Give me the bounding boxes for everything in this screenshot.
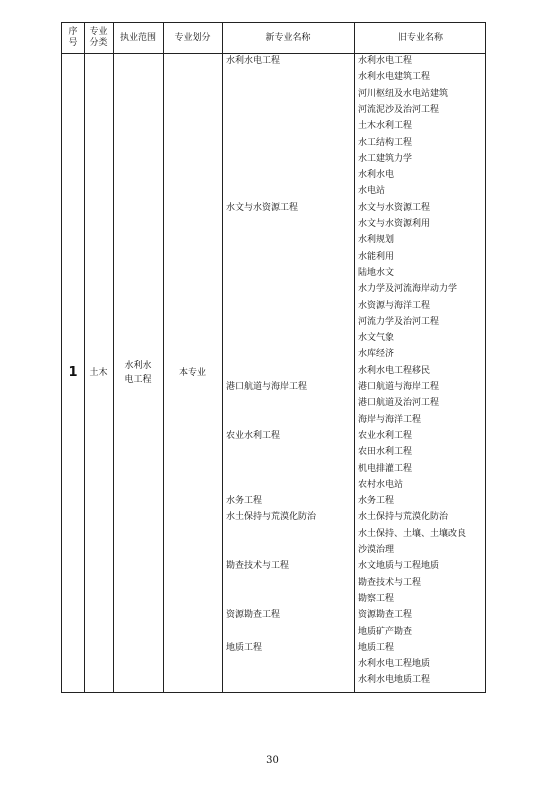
old-major-item: 水库经济 [358,349,395,360]
old-major-item: 水利水电工程地质 [358,659,431,670]
old-major-item: 水能利用 [358,251,395,262]
row-seq-cell [62,53,84,692]
row-seq: 1 [68,364,78,380]
old-major-item: 地质工程 [358,642,395,653]
old-major-item: 水文与水资源利用 [358,219,431,229]
old-major-item: 陆地水文 [358,267,395,278]
new-major-column [222,53,354,692]
old-major-item: 海岸与海洋工程 [358,414,422,425]
old-major-item: 水工结构工程 [358,137,413,148]
header-new-major-label: 新专业名称 [265,32,311,43]
header-old-major-label: 旧专业名称 [397,32,443,43]
old-major-item: 农村水电站 [358,479,404,490]
old-major-item: 资源勘查工程 [358,610,413,621]
old-major-item: 水务工程 [358,496,395,507]
new-major-item: 港口航道与海岸工程 [226,382,308,392]
old-major-item: 农田水利工程 [358,447,413,458]
old-major-item: 水工建筑力学 [358,153,413,164]
header-old-major [354,23,487,53]
old-major-item: 地质矿产勘查 [358,626,413,637]
old-major-item: 港口航道及治河工程 [358,398,440,409]
row-category-cell [84,53,113,692]
old-major-item: 水利水电工程 [358,56,413,66]
old-major-item: 河川枢纽及水电站建筑 [358,88,449,99]
row-division: 本专业 [178,367,206,378]
row-scope: 水利水电工程 [124,360,152,385]
old-major-item: 农业水利工程 [358,430,413,441]
header-division-label: 专业划分 [174,32,211,43]
old-major-item: 水利水电 [358,170,395,181]
header-category [84,23,113,53]
old-major-item: 港口航道与海岸工程 [358,382,440,392]
old-major-item: 河流力学及治河工程 [358,316,440,327]
new-major-item: 水务工程 [226,496,263,507]
new-major-item: 地质工程 [226,642,263,653]
new-major-item: 水利水电工程 [226,56,281,66]
old-major-item: 水土保持与荒漠化防治 [358,512,449,523]
old-major-item: 水文地质与工程地质 [358,561,440,572]
old-major-item: 水资源与海洋工程 [358,300,431,311]
header-seq-label: 序号 [68,27,78,48]
old-major-item: 机电排灌工程 [358,463,413,474]
header-scope-label: 执业范围 [119,32,156,43]
old-major-item: 勘查技术与工程 [358,577,422,588]
old-major-item: 水利水电建筑工程 [358,72,431,83]
new-major-item: 资源勘查工程 [226,610,281,621]
header-division [163,23,222,53]
old-major-item: 水文与水资源工程 [358,202,431,213]
old-major-item: 水文气象 [358,333,395,344]
old-major-column [354,53,487,692]
header-seq [62,23,84,53]
old-major-item: 水利规划 [358,235,395,246]
header-category-label: 专业分类 [89,27,108,48]
old-major-item: 河流泥沙及治河工程 [358,104,440,115]
header-new-major [222,23,354,53]
old-major-item: 土木水利工程 [358,121,413,132]
old-major-item: 水电站 [358,186,386,197]
majors-table [61,22,486,693]
old-major-item: 水土保持、土壤、土壤改良 [358,528,467,539]
header-scope [113,23,163,53]
new-major-item: 勘查技术与工程 [226,561,290,572]
old-major-item: 水力学及河流海岸动力学 [358,284,458,295]
old-major-item: 水利水电工程移民 [358,365,431,376]
new-major-item: 农业水利工程 [226,430,281,441]
old-major-item: 沙漠治理 [358,545,395,555]
new-major-item: 水文与水资源工程 [226,202,299,213]
page-number: 30 [266,755,279,766]
old-major-item: 水利水电地质工程 [358,675,431,686]
old-major-item: 勘察工程 [358,593,395,604]
row-category: 土木 [89,367,108,378]
new-major-item: 水土保持与荒漠化防治 [226,512,317,523]
row-scope-cell [113,53,163,692]
row-division-cell [163,53,222,692]
